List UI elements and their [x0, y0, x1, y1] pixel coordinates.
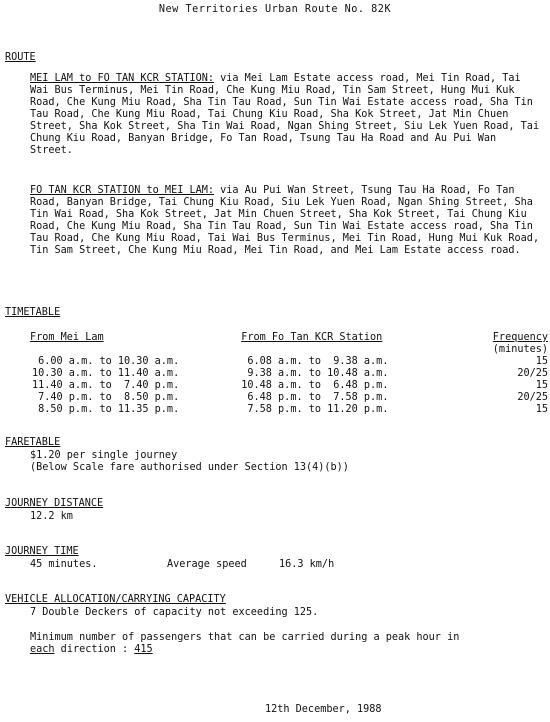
table-row: [30, 404, 548, 416]
timetable-col-frequency: Frequency: [492, 332, 548, 343]
average-speed-label: Average speed: [167, 559, 247, 570]
timetable-cell: 10.30 a.m. to 11.40 a.m.: [32, 368, 180, 379]
vehicle-allocation: 7 Double Deckers of capacity not exceeding 125.: [30, 607, 319, 618]
each-word: each: [30, 644, 55, 655]
timetable-cell: 8.50 p.m. to 11.35 p.m.: [32, 404, 180, 415]
table-row: [30, 368, 548, 380]
timetable-header-row: [30, 332, 548, 344]
timetable-col-frequency-unit: (minutes): [492, 344, 548, 355]
peak-capacity-line: [30, 644, 153, 656]
timetable-cell: 15: [535, 356, 548, 367]
table-row: [30, 380, 548, 392]
route-heading: ROUTE: [5, 52, 36, 63]
faretable-heading: FARETABLE: [5, 437, 61, 448]
table-row: [30, 392, 548, 404]
timetable-subheader-row: [30, 344, 548, 356]
timetable-cell: 6.48 p.m. to 7.58 p.m.: [241, 392, 389, 403]
distance-heading: JOURNEY DISTANCE: [5, 498, 104, 509]
fare-amount: $1.20 per single journey: [30, 450, 178, 461]
timetable-cell: 10.48 a.m. to 6.48 p.m.: [241, 380, 389, 391]
fare-note: (Below Scale fare authorised under Section 13(4)(b)): [30, 462, 349, 473]
timetable-cell: 11.40 a.m. to 7.40 p.m.: [32, 380, 180, 391]
timetable-cell: 7.58 p.m. to 11.20 p.m.: [241, 404, 389, 415]
route-outbound-text: via Mei Lam Estate access road, Mei Tin Road, Tai Wai Bus Terminus, Mei Tin Road, Che Kung Miu Road, Tin Sam Street, Hung Mui Kuk Road, Che Kung Miu Road, Sha Tin Tau Road, Sun Tin Wai Estate access road, Sha Tin Tau Road, Che Kung Miu Road, Tai Chung Kiu Road, Sha Kok Street, Jat Min Chuen Street, Sha Kok Street, Sha Tin Wai Road, Ngan Shing Street, Siu Lek Yuen Road, Tai Chung Kiu Road, Banyan Bridge, Fo Tan Road, Tsung Tau Ha Road and Au Pui Wan Street.: [30, 73, 546, 156]
timetable-col-from-fo-tan: From Fo Tan KCR Station: [241, 332, 383, 343]
timetable-cell: 15: [535, 404, 548, 415]
timetable-heading: TIMETABLE: [5, 307, 61, 318]
timetable-cell: 9.38 a.m. to 10.48 a.m.: [241, 368, 389, 379]
vehicle-heading: VEHICLE ALLOCATION/CARRYING CAPACITY: [5, 594, 226, 605]
route-inbound: [30, 185, 545, 281]
timetable-cell: 6.08 a.m. to 9.38 a.m.: [241, 356, 389, 367]
average-speed-value: 16.3 km/h: [279, 559, 335, 570]
peak-capacity-value: 415: [134, 644, 153, 655]
timetable-cell: 15: [535, 380, 548, 391]
route-outbound-lead: MEI LAM to FO TAN KCR STATION:: [30, 73, 215, 84]
route-outbound: [30, 73, 545, 177]
timetable-cell: 20/25: [517, 368, 548, 379]
timetable-table: [30, 332, 548, 416]
table-row: [30, 356, 548, 368]
time-value: 45 minutes.: [30, 559, 98, 570]
time-heading: JOURNEY TIME: [5, 546, 79, 557]
peak-capacity-text: Minimum number of passengers that can be carried during a peak hour in: [30, 632, 460, 643]
route-inbound-lead: FO TAN KCR STATION to MEI LAM:: [30, 185, 215, 196]
route-inbound-text: via Au Pui Wan Street, Tsung Tau Ha Road, Fo Tan Road, Banyan Bridge, Tai Chung Kiu Road, Siu Lek Yuen Road, Ngan Shing Street, Sha Tin Wai Road, Sha Kok Street, Jat Min Chuen Street, Sha Kok Street, Tai Chung Kiu Road, Che Kung Miu Road, Sha Tin Tau Road, Sun Tin Wai Estate access road, Sha Tin Tau Road, Che Kung Miu Road, Tai Wai Bus Terminus, Mei Tin Road, Hung Mui Kuk Road, Tin Sam Street, Che Kung Miu Road, Mei Tin Road, and Mei Lam Estate access road.: [30, 185, 546, 256]
distance-value: 12.2 km: [30, 511, 73, 522]
timetable-cell: 7.40 p.m. to 8.50 p.m.: [32, 392, 180, 403]
timetable-cell: 6.00 a.m. to 10.30 a.m.: [32, 356, 180, 367]
direction-text: direction :: [54, 644, 135, 655]
timetable-col-from-mei-lam: From Mei Lam: [30, 332, 104, 343]
page-title: New Territories Urban Route No. 82K: [158, 4, 392, 15]
timetable-cell: 20/25: [517, 392, 548, 403]
document-date: 12th December, 1988: [265, 704, 382, 715]
